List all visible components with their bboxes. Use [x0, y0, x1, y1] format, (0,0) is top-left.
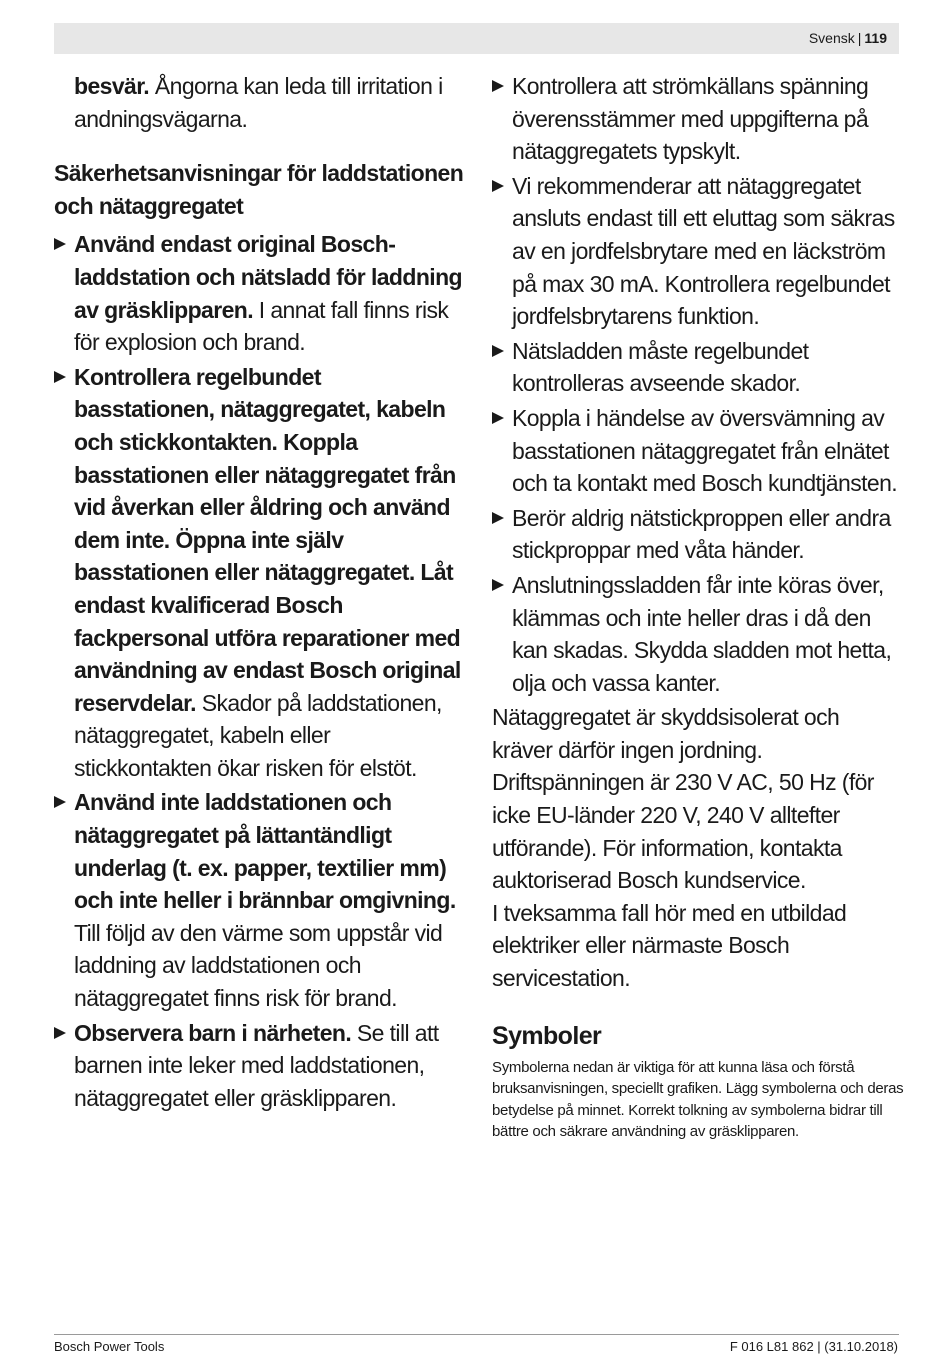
header-separator: | [857, 30, 862, 46]
header-text [809, 30, 887, 46]
instruction-bullet-1 [492, 70, 904, 168]
bullet-triangle-icon [492, 412, 504, 424]
instruction-bullet-6 [492, 569, 904, 699]
instruction-bullet-3 [492, 335, 904, 400]
bullet-triangle-icon [54, 796, 66, 808]
continuation-text: Ångorna kan leda till irritation i andningsvägarna. [74, 73, 443, 132]
right-column [492, 70, 904, 1143]
bullet-text: Nätsladden måste regelbundet kontrolleras avseende skador. [512, 337, 809, 397]
bullet-text: Berör aldrig nätstickproppen eller andra stickproppar med våta händer. [512, 504, 891, 564]
bullet-triangle-icon [54, 238, 66, 250]
bullet-text: Koppla i händelse av översvämning av basstationen nätaggregatet från elnätet och ta kontakt med Bosch kundtjänsten. [512, 404, 898, 497]
page-number: 119 [864, 30, 887, 46]
bullet-text: Kontrollera att strömkällans spänning överensstämmer med uppgifterna på nätaggregatets typskylt. [512, 73, 869, 165]
left-column [54, 70, 464, 1116]
bullet-bold: Använd inte laddstationen och nätaggregatet på lättantändligt underlag (t. ex. papper, textilier mm) och inte heller i brännbar omgivning. [74, 789, 456, 914]
instruction-bullet-2 [492, 170, 904, 333]
bullet-text: Se till att barnen inte leker med laddstationen, nätaggregatet eller gräsklipparen. [74, 1019, 439, 1111]
bullet-triangle-icon [54, 371, 66, 383]
page-header [54, 23, 899, 54]
symbols-text: Symbolerna nedan är viktiga för att kunna läsa och förstå bruksanvisningen, speciellt grafiken. Lägg symbolerna och deras betydelse på minnet. Korrekt tolkning av symbolerna bidrar till bättre och säkrare användning av gräsklipparen. [492, 1058, 904, 1141]
bullet-text: I annat fall finns risk för explosion och brand. [74, 296, 449, 356]
continuation-bold: besvär. [74, 73, 150, 99]
continuation-paragraph [54, 70, 464, 135]
footer-divider [54, 1334, 899, 1335]
section-heading: Säkerhetsanvisningar för laddstationen och nätaggregatet [54, 160, 464, 219]
footer-document-id: F 016 L81 862 | (31.10.2018) [729, 1339, 898, 1354]
header-language: Svensk [808, 30, 855, 46]
bullet-bold: Kontrollera regelbundet basstationen, nätaggregatet, kabeln och stickkontakten. Koppla basstationen eller nätaggregatet från vid åverkan eller åldring och använd dem inte. Öppna inte själv basstationen eller nätaggregatet. Låt endast kvalificerad Bosch fackpersonal utföra reparationer med användning av endast Bosch original reservdelar. [74, 363, 461, 716]
bullet-triangle-icon [492, 345, 504, 357]
bullet-bold: Observera barn i närheten. [74, 1019, 352, 1046]
symbols-heading: Symboler [492, 1021, 602, 1050]
bullet-triangle-icon [54, 1027, 66, 1039]
warning-bullet-2 [54, 361, 464, 785]
warning-bullet-4 [54, 1017, 464, 1115]
footer-brand: Bosch Power Tools [54, 1339, 165, 1354]
electrician-paragraph: I tveksamma fall hör med en utbildad elektriker eller närmaste Bosch servicestation. [492, 899, 847, 992]
insulation-paragraph: Nätaggregatet är skyddsisolerat och kräver därför ingen jordning. Driftspänningen är 230 V AC, 50 Hz (för icke EU-länder 220 V, 240 V alltefter utförande). För information, kontakta auktoriserad Bosch kundservice. [492, 704, 874, 894]
bullet-text: Till följd av den värme som uppstår vid laddning av laddstationen och nätaggregatet finns risk för brand. [74, 919, 443, 1012]
instruction-bullet-5 [492, 502, 904, 567]
bullet-triangle-icon [492, 80, 504, 92]
bullet-triangle-icon [492, 180, 504, 192]
warning-bullet-3 [54, 786, 464, 1014]
bullet-bold: Använd endast original Bosch-laddstation och nätsladd för laddning av gräsklipparen. [74, 231, 462, 323]
bullet-text: Anslutningssladden får inte köras över, klämmas och inte heller dras i då den kan skadas. Skydda sladden mot hetta, olja och vassa kanter. [512, 571, 892, 696]
instruction-bullet-4 [492, 402, 904, 500]
bullet-triangle-icon [492, 512, 504, 524]
bullet-text: Skador på laddstationen, nätaggregatet, kabeln eller stickkontakten ökar risken för elstöt. [74, 689, 442, 781]
warning-bullet-1 [54, 228, 464, 358]
bullet-triangle-icon [492, 579, 504, 591]
bullet-text: Vi rekommenderar att nätaggregatet ansluts endast till ett eluttag som säkras av en jordfelsbrytare med en läckström på max 30 mA. Kontrollera regelbundet jordfelsbrytarens funktion. [512, 172, 895, 330]
